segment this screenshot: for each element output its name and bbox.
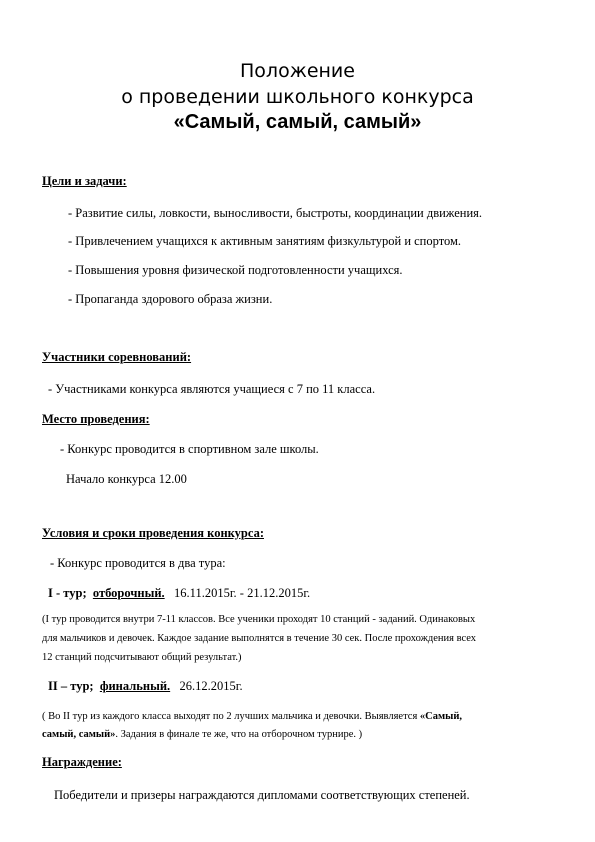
tour2-line — [48, 679, 243, 694]
tour1-number: I - тур; — [48, 586, 87, 600]
contest-name: «Самый, самый, самый» — [173, 111, 422, 133]
tour2-note-bold: «Самый, — [419, 711, 463, 722]
tour2-note-text: . Задания в финале те же, что на отборочном турнире. ) — [115, 729, 363, 740]
goal-item: - Развитие силы, ловкости, выносливости, быстроты, координации движения. — [68, 206, 483, 220]
venue-heading: Место проведения: — [42, 412, 150, 426]
award-text: Победители и призеры награждаются дипломами соответствующих степеней. — [54, 788, 470, 802]
goal-item: - Привлечением учащихся к активным занятиям физкультурой и спортом. — [68, 234, 462, 248]
tour2-note-text: ( Во II тур из каждого класса выходят по 2 лучших мальчика и девочки. Выявляется — [42, 711, 420, 722]
tour2-note-bold: самый, самый» — [42, 729, 116, 740]
tour1-name: отборочный. — [92, 586, 165, 600]
tour2-dates: 26.12.2015г. — [179, 679, 243, 693]
tour1-note-line: 12 станций подсчитывают общий результат.) — [42, 652, 242, 663]
goals-heading: Цели и задачи: — [42, 174, 127, 188]
goal-item: - Пропаганда здорового образа жизни. — [68, 292, 273, 306]
participants-text: - Участниками конкурса являются учащиеся с 7 по 11 класса. — [48, 382, 376, 396]
tour2-number: II – тур; — [48, 679, 94, 693]
tour1-line — [48, 586, 310, 601]
venue-text: - Конкурс проводится в спортивном зале школы. — [60, 442, 319, 456]
conditions-intro: - Конкурс проводится в два тура: — [50, 556, 226, 570]
tour1-dates: 16.11.2015г. - 21.12.2015г. — [174, 586, 311, 600]
document-title: Положение — [240, 60, 355, 82]
document-subtitle: о проведении школьного конкурса — [121, 86, 474, 108]
participants-heading: Участники соревнований: — [42, 350, 192, 364]
conditions-heading: Условия и сроки проведения конкурса: — [42, 526, 264, 540]
start-time: Начало конкурса 12.00 — [66, 472, 187, 486]
tour1-note-line: (I тур проводится внутри 7-11 классов. Все ученики проходят 10 станций - заданий. Одинаковых — [42, 614, 476, 625]
award-heading: Награждение: — [42, 755, 122, 769]
tour1-note-line: для мальчиков и девочек. Каждое задание выполнятся в течение 30 сек. После прохождения всех — [42, 633, 477, 644]
tour2-name: финальный. — [99, 679, 171, 693]
tour2-note-line — [42, 709, 462, 725]
goal-item: - Повышения уровня физической подготовленности учащихся. — [68, 263, 403, 277]
tour2-note-line — [42, 727, 362, 743]
